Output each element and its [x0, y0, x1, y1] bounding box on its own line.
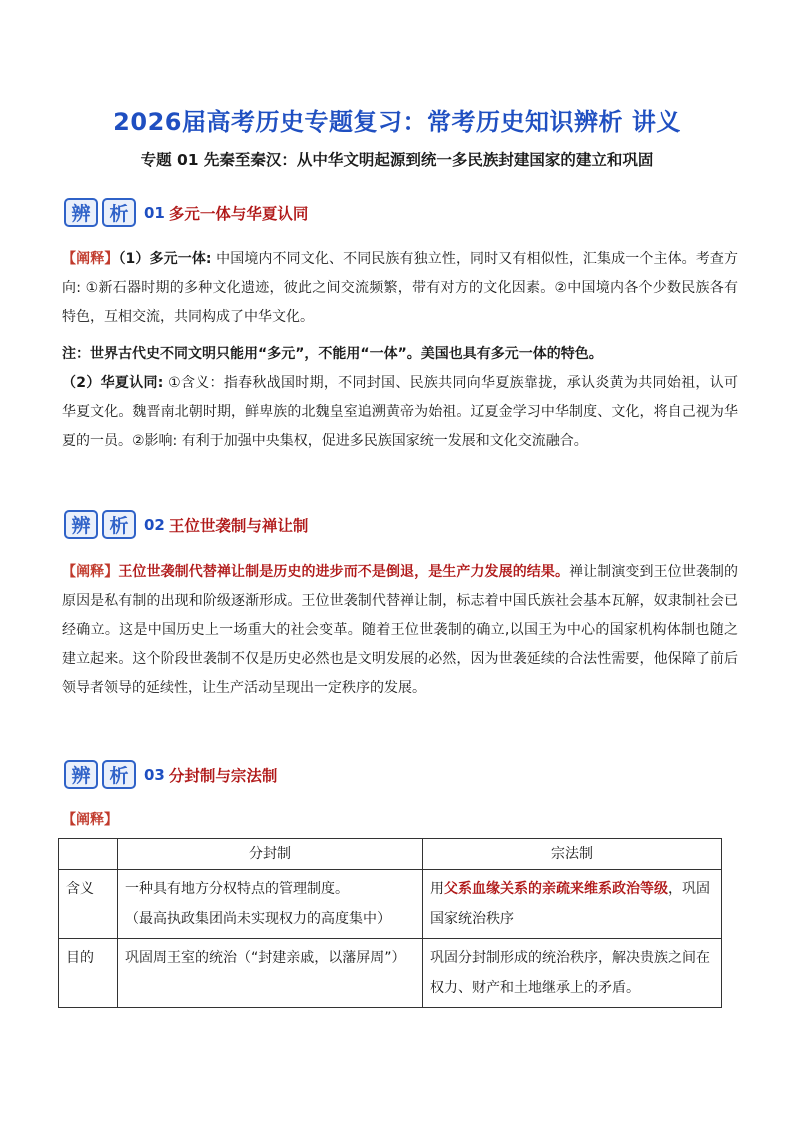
section-02-explanation [62, 558, 738, 703]
section-number: 01 [144, 203, 165, 222]
explanation-tag: 【阐释】 [62, 251, 119, 267]
table-header-row [59, 839, 722, 870]
paragraph-text: 禅让制演变到王位世袭制的原因是私有制的出现和阶级逐渐形成。王位世袭制代替禅让制，标志着中国氏族社会基本瓦解，奴隶制社会已经确立。这是中国历史上一场重大的社会变革。随着王位世袭制的确立,以国王为中心的国家机构体制也随之建立起来。这个阶段世袭制不仅是历史必然也是文明发展的必然，因为世袭延续的合法性需要，他保障了前后领导者领导的延续性，让生产活动呈现出一定秩序的发展。 [62, 564, 739, 696]
section-badge-xi: 析 [102, 198, 136, 227]
table-cell [423, 870, 722, 939]
table-row [59, 939, 722, 1008]
paragraph-text: ①含义：指春秋战国时期，不同封国、民族共同向华夏族靠拢，承认炎黄为共同始祖，认可华夏文化。魏晋南北朝时期，鲜卑族的北魏皇室追溯黄帝为始祖。辽夏金学习中华制度、文化，将自己视为华夏的一员。②影响: 有利于加强中央集权，促进多民族国家统一发展和文化交流融合。 [62, 375, 738, 449]
table-cell: 巩固周王室的统治（“封建亲戚，以藩屏周”） [118, 939, 423, 1008]
section-title: 分封制与宗法制 [168, 766, 278, 785]
row-label: 目的 [59, 939, 118, 1008]
section-01-explanation [62, 245, 738, 332]
section-badge-xi: 析 [102, 510, 136, 539]
table-cell [118, 870, 423, 939]
row-label: 含义 [59, 870, 118, 939]
section-title: 王位世袭制与禅让制 [168, 516, 309, 535]
paragraph-text: 中国境内不同文化、不同民族有独立性，同时又有相似性，汇集成一个主体。考查方向: ①新石器时期的多种文化遗迹，彼此之间交流频繁，带有对方的文化因素。②中国境内各个少数民族各有特色，互相交流，共同构成了中华文化。 [62, 251, 739, 325]
section-number: 02 [144, 515, 165, 534]
cell-text: 用 [430, 881, 444, 897]
table-header-cell: 宗法制 [423, 839, 722, 870]
term-label: （1）多元一体: [118, 251, 212, 267]
table-header-cell [59, 839, 118, 870]
section-badge-bian: 辨 [64, 760, 98, 789]
term-label: （2）华夏认同: [62, 375, 164, 391]
document-title: 2026届高考历史专题复习：常考历史知识辨析 讲义 [113, 108, 681, 136]
document-subtitle: 专题 01 先秦至秦汉：从中华文明起源到统一多民族封建国家的建立和巩固 [140, 151, 654, 169]
table-cell: 巩固分封制形成的统治秩序，解决贵族之间在权力、财产和土地继承上的矛盾。 [423, 939, 722, 1008]
section-01-heading [64, 198, 308, 227]
table-row [59, 870, 722, 939]
section-01-paragraph-2 [62, 369, 738, 456]
section-02-heading [64, 510, 308, 539]
cell-emphasis: 父系血缘关系的亲疏来维系政治等级 [444, 881, 668, 897]
section-01-note: 注：世界古代史不同文明只能用“多元”，不能用“一体”。美国也具有多元一体的特色。 [62, 346, 603, 362]
section-03-explanation [62, 806, 738, 835]
key-statement: 王位世袭制代替禅让制是历史的进步而不是倒退，是生产力发展的结果。 [118, 564, 570, 580]
cell-line: （最高执政集团尚未实现权力的高度集中） [125, 911, 391, 927]
explanation-tag: 【阐释】 [62, 812, 118, 828]
section-03-heading [64, 760, 277, 789]
section-number: 03 [144, 765, 165, 784]
comparison-table [58, 838, 722, 1008]
cell-line: 一种具有地方分权特点的管理制度。 [125, 881, 349, 897]
cell-text: ，巩固国家统治秩序 [430, 881, 710, 927]
section-badge-xi: 析 [102, 760, 136, 789]
table-header-cell: 分封制 [118, 839, 423, 870]
explanation-tag: 【阐释】 [62, 564, 119, 580]
section-title: 多元一体与华夏认同 [168, 204, 309, 223]
section-badge-bian: 辨 [64, 510, 98, 539]
section-badge-bian: 辨 [64, 198, 98, 227]
